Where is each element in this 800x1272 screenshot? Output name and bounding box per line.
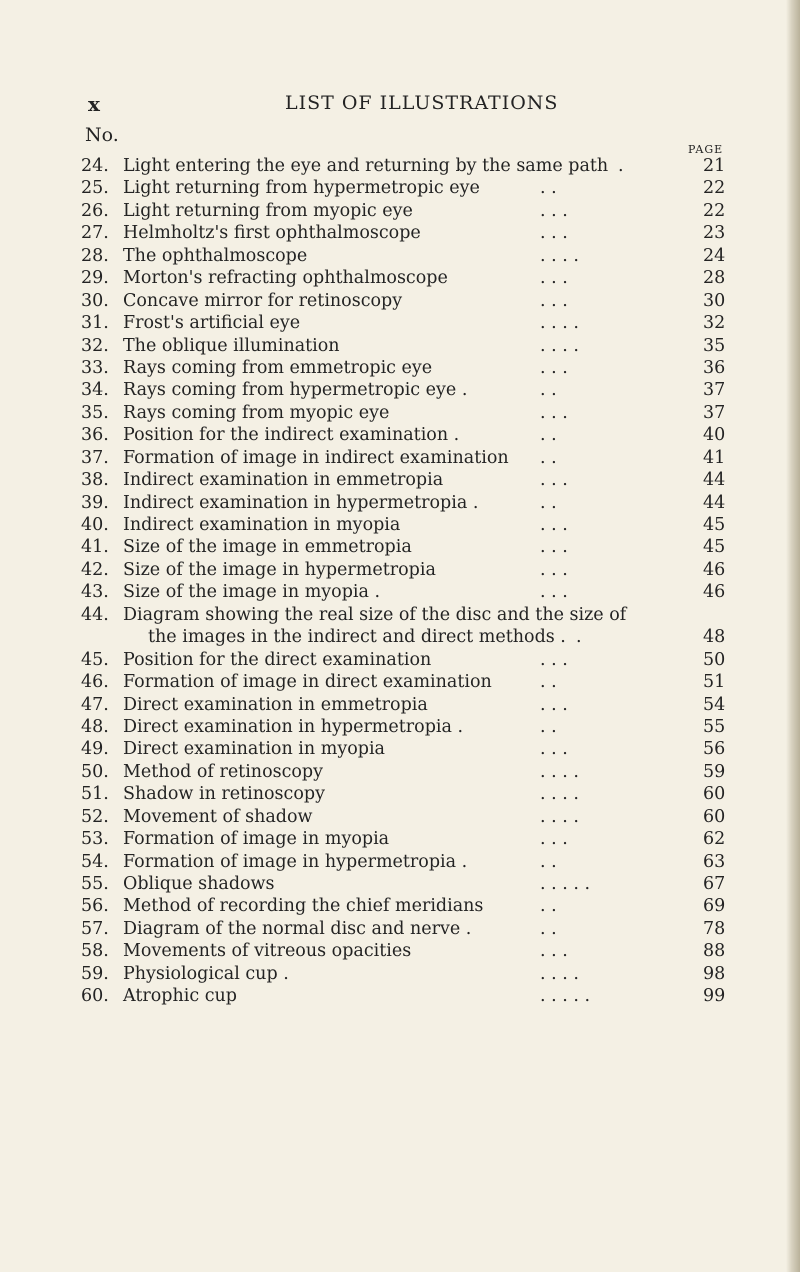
leader-dots: . . .: [540, 357, 568, 378]
illustration-title: Concave mirror for retinoscopy: [123, 290, 403, 311]
leader-dots: . . .: [540, 402, 568, 423]
leader-dots: . .: [540, 447, 557, 468]
leader-dots: . .: [540, 716, 557, 737]
leader-dots: . .: [540, 896, 557, 917]
list-item: [0, 582, 800, 604]
page-number: 67: [703, 874, 726, 894]
page-number: 55: [703, 716, 726, 737]
illustration-title: Light returning from hypermetropic eye: [123, 178, 480, 199]
illustration-title: Atrophic cup: [123, 986, 237, 1007]
illustration-number: 53.: [81, 829, 109, 850]
leader-dots: .: [618, 156, 624, 176]
list-item: [0, 537, 800, 559]
page-number: 44: [703, 470, 726, 491]
page-number: 88: [703, 941, 726, 962]
illustration-title: Indirect examination in emmetropia: [123, 470, 444, 491]
illustration-title: Movement of shadow: [123, 806, 313, 827]
list-item: [0, 493, 800, 515]
illustration-title: Size of the image in hypermetropia: [123, 559, 436, 580]
illustration-title: Helmholtz's first ophthalmoscope: [123, 223, 421, 244]
leader-dots: . . .: [540, 829, 568, 850]
illustration-number: 51.: [81, 784, 109, 805]
illustration-title: Method of retinoscopy: [123, 761, 324, 782]
illustration-number: 47.: [81, 694, 109, 715]
page-number: 60: [703, 806, 726, 827]
illustration-title: Light entering the eye and returning by the same path: [123, 156, 609, 176]
list-item: [0, 672, 800, 694]
illustration-title: Oblique shadows: [123, 874, 275, 894]
leader-dots: . .: [540, 492, 557, 513]
leader-dots: . .: [540, 380, 557, 401]
leader-dots: . . . .: [540, 313, 579, 334]
illustration-number: 28.: [81, 245, 109, 266]
list-item: [0, 336, 800, 358]
leader-dots: . . . .: [540, 335, 579, 356]
leader-dots: . . .: [540, 559, 568, 580]
page-number: 63: [703, 851, 726, 872]
illustration-title: Formation of image in myopia: [123, 829, 390, 850]
page-number: 48: [703, 627, 726, 648]
leader-dots: . . .: [540, 694, 568, 715]
illustration-title: Size of the image in myopia .: [123, 582, 381, 603]
list-item: [0, 380, 800, 402]
list-item: [0, 852, 800, 874]
illustration-title: Light returning from myopic eye: [123, 200, 413, 221]
list-item: [0, 201, 800, 223]
list-item: [0, 560, 800, 582]
leader-dots: . . .: [540, 223, 568, 244]
illustration-title: Movements of vitreous opacities: [123, 941, 412, 962]
leader-dots: . .: [540, 851, 557, 872]
leader-dots: . . . .: [540, 245, 579, 266]
page-column-label: PAGE: [688, 143, 724, 156]
list-item: [0, 313, 800, 335]
illustration-number: 58.: [81, 941, 109, 962]
list-item: [0, 358, 800, 380]
leader-dots: . . .: [540, 739, 568, 760]
list-item: [0, 268, 800, 290]
illustration-title: Formation of image in hypermetropia .: [123, 851, 468, 872]
list-item: [0, 784, 800, 806]
number-column-label: No.: [85, 124, 119, 146]
leader-dots: . . . . .: [540, 986, 591, 1007]
list-item: [0, 650, 800, 672]
illustration-number: 44.: [81, 604, 109, 625]
page-number: 22: [703, 178, 726, 199]
illustration-number: 27.: [81, 223, 109, 244]
page-number: 69: [703, 896, 726, 917]
list-item: [0, 515, 800, 537]
leader-dots: . . .: [540, 268, 568, 289]
illustration-title: Diagram of the normal disc and nerve .: [123, 918, 472, 939]
illustration-title: Rays coming from myopic eye: [123, 402, 390, 423]
list-item: [0, 807, 800, 829]
leader-dots: . . . .: [540, 761, 579, 782]
list-item: [0, 178, 800, 200]
illustration-title: Frost's artificial eye: [123, 313, 301, 334]
list-item: [0, 919, 800, 941]
leader-dots: . .: [540, 918, 557, 939]
illustration-title: Indirect examination in hypermetropia .: [123, 492, 479, 513]
illustration-number: 57.: [81, 918, 109, 939]
page-number: 32: [703, 313, 726, 334]
illustration-title: Size of the image in emmetropia: [123, 537, 412, 558]
illustration-number: 33.: [81, 357, 109, 378]
list-item: [0, 605, 800, 627]
illustration-title: The oblique illumination: [123, 335, 340, 356]
list-item: [0, 470, 800, 492]
leader-dots: . . . .: [540, 963, 579, 984]
illustration-number: 35.: [81, 402, 109, 423]
illustration-number: 34.: [81, 380, 109, 401]
illustration-number: 24.: [81, 156, 109, 176]
leader-dots: . .: [540, 672, 557, 693]
list-item: [0, 964, 800, 986]
leader-dots: . . .: [540, 941, 568, 962]
leader-dots: . . .: [540, 515, 568, 535]
list-item: [0, 156, 800, 178]
page-number: 24: [703, 245, 726, 266]
page-number: 45: [703, 515, 726, 535]
page-number: 40: [703, 425, 726, 446]
illustration-number: 54.: [81, 851, 109, 872]
page-number: 99: [703, 986, 726, 1007]
illustration-number: 31.: [81, 313, 109, 334]
leader-dots: . . .: [540, 582, 568, 603]
illustration-number: 59.: [81, 963, 109, 984]
illustration-number: 29.: [81, 268, 109, 289]
page-number: 37: [703, 402, 726, 423]
leader-dots: . . .: [540, 200, 568, 221]
illustration-number: 42.: [81, 559, 109, 580]
illustration-number: 49.: [81, 739, 109, 760]
illustration-number: 26.: [81, 200, 109, 221]
page-folio: x: [88, 92, 101, 116]
page-number: 21: [703, 156, 726, 176]
page-number: 30: [703, 290, 726, 311]
page-number: 50: [703, 649, 726, 670]
illustration-title: Direct examination in emmetropia: [123, 694, 428, 715]
illustration-title: Physiological cup .: [123, 963, 289, 984]
page-number: 35: [703, 335, 726, 356]
list-item: [0, 739, 800, 761]
illustration-title: Indirect examination in myopia: [123, 515, 401, 535]
illustration-number: 40.: [81, 515, 109, 535]
illustration-title: Direct examination in myopia: [123, 739, 385, 760]
list-item: [0, 223, 800, 245]
page-number: 62: [703, 829, 726, 850]
illustration-title: Morton's refracting ophthalmoscope: [123, 268, 448, 289]
page-number: 60: [703, 784, 726, 805]
illustration-number: 30.: [81, 290, 109, 311]
list-item: [0, 291, 800, 313]
illustration-number: 41.: [81, 537, 109, 558]
illustration-number: 56.: [81, 896, 109, 917]
leader-dots: . .: [540, 425, 557, 446]
illustration-number: 43.: [81, 582, 109, 603]
illustration-number: 52.: [81, 806, 109, 827]
page-number: 51: [703, 672, 726, 693]
illustration-title: Direct examination in hypermetropia .: [123, 716, 464, 737]
illustration-title: Position for the direct examination: [123, 649, 432, 670]
list-item: [0, 762, 800, 784]
leader-dots: . . .: [540, 649, 568, 670]
illustration-number: 38.: [81, 470, 109, 491]
illustration-title: Method of recording the chief meridians: [123, 896, 484, 917]
list-item: [0, 425, 800, 447]
page-number: 44: [703, 492, 726, 513]
page-number: 56: [703, 739, 726, 760]
leader-dots: . . . .: [540, 784, 579, 805]
illustration-list: [0, 156, 800, 1009]
illustration-title: Rays coming from emmetropic eye: [123, 357, 433, 378]
illustration-title: Formation of image in indirect examination: [123, 447, 509, 468]
illustration-title: Diagram showing the real size of the disc and the size of: [123, 604, 627, 625]
page-number: 46: [703, 582, 726, 603]
illustration-number: 39.: [81, 492, 109, 513]
page-number: 98: [703, 963, 726, 984]
list-item: [0, 986, 800, 1008]
illustration-number: 55.: [81, 874, 109, 894]
illustration-number: 37.: [81, 447, 109, 468]
list-item: [0, 448, 800, 470]
list-item: [0, 717, 800, 739]
leader-dots: . .: [540, 178, 557, 199]
illustration-title: The ophthalmoscope: [123, 245, 308, 266]
leader-dots: . . .: [540, 290, 568, 311]
illustration-title: the images in the indirect and direct methods .: [148, 627, 566, 648]
page-number: 28: [703, 268, 726, 289]
illustration-number: 50.: [81, 761, 109, 782]
list-item: [0, 941, 800, 963]
page-number: 37: [703, 380, 726, 401]
illustration-number: 60.: [81, 986, 109, 1007]
illustration-number: 25.: [81, 178, 109, 199]
page-number: 59: [703, 761, 726, 782]
illustration-number: 32.: [81, 335, 109, 356]
list-item: [0, 403, 800, 425]
page-number: 54: [703, 694, 726, 715]
page-number: 22: [703, 200, 726, 221]
list-item: [0, 246, 800, 268]
illustration-number: 46.: [81, 672, 109, 693]
page-number: 41: [703, 447, 726, 468]
leader-dots: .: [576, 627, 582, 648]
illustration-number: 45.: [81, 649, 109, 670]
running-head: [0, 92, 800, 118]
leader-dots: . . .: [540, 470, 568, 491]
list-item: [0, 874, 800, 896]
illustration-title: Shadow in retinoscopy: [123, 784, 325, 805]
illustration-title: Formation of image in direct examination: [123, 672, 492, 693]
leader-dots: . . .: [540, 537, 568, 558]
illustration-title: Position for the indirect examination .: [123, 425, 460, 446]
list-item: [0, 627, 800, 649]
page-number: 36: [703, 357, 726, 378]
leader-dots: . . . .: [540, 806, 579, 827]
page-number: 46: [703, 559, 726, 580]
leader-dots: . . . . .: [540, 874, 591, 894]
page-number: 23: [703, 223, 726, 244]
page-number: 78: [703, 918, 726, 939]
illustration-number: 36.: [81, 425, 109, 446]
list-item: [0, 829, 800, 851]
illustration-title: Rays coming from hypermetropic eye .: [123, 380, 468, 401]
list-item: [0, 695, 800, 717]
illustration-number: 48.: [81, 716, 109, 737]
list-item: [0, 896, 800, 918]
page-title: LIST OF ILLUSTRATIONS: [285, 92, 559, 114]
page-number: 45: [703, 537, 726, 558]
